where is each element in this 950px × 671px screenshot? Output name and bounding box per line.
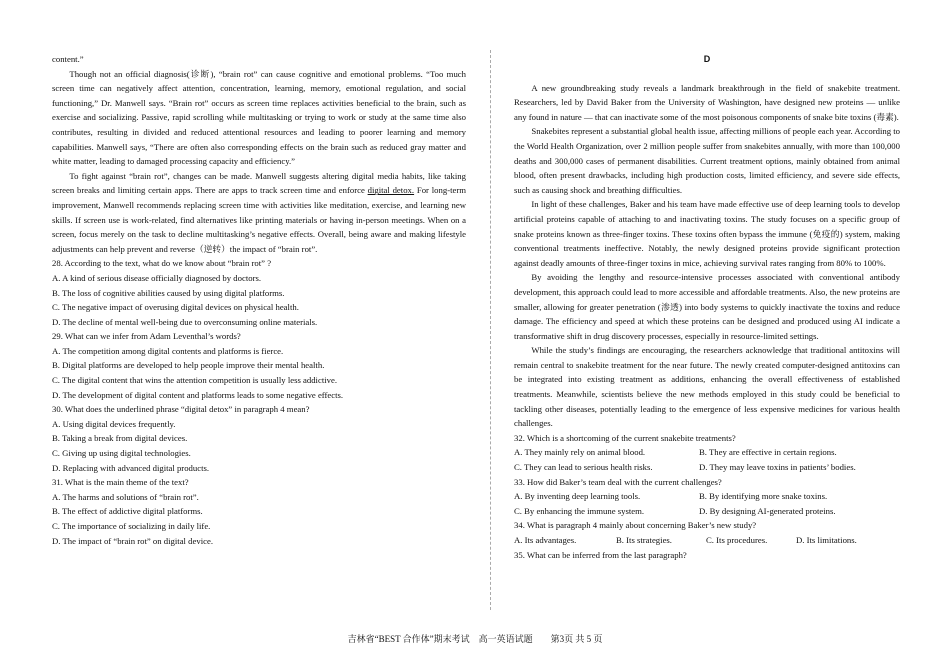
paragraph: By avoiding the lengthy and resource-intensive processes associated with conventional antibody development, this approach could lead to more accessible and affordable treatments. Also, the new proteins are smaller, allowing for greater penetration (渗透) into body systems to quickly inactivate the toxins and reduce damage. The efficiency and speed at which these proteins can be designed and produced using AI indicate a transformative shift in drug discovery processes, especially in resource-limited settings. (514, 272, 900, 341)
right-column (514, 52, 900, 562)
question-35: 35. What can be inferred from the last paragraph? (514, 549, 687, 560)
paragraph: A new groundbreaking study reveals a landmark breakthrough in the field of snakebite treatment. Researchers, led by David Baker from the University of Washington, have designed new proteins — unlike any found in nature — that can inactivate some of the most poisonous components of snake bite toxins (毒素). (514, 82, 900, 122)
option-row (514, 504, 900, 519)
page-footer: 吉林省“BEST 合作体”期末考试 高一英语试题 第3页 共 5 页 (347, 634, 603, 644)
option: A. Using digital devices frequently. (52, 418, 176, 429)
question-29: 29. What can we infer from Adam Leventhal’s words? (52, 331, 241, 342)
option: A. The competition among digital contents and platforms is fierce. (52, 345, 284, 356)
left-column (52, 52, 466, 548)
paragraph: content.” (52, 54, 84, 64)
option: D. Replacing with advanced digital products. (52, 462, 210, 473)
option: C. The importance of socializing in daily life. (52, 521, 211, 531)
option: D. The development of digital content and platforms leads to some negative effects. (52, 389, 344, 400)
option-row (514, 533, 900, 548)
option: C. The negative impact of overusing digital devices on physical health. (52, 302, 299, 313)
paragraph: Snakebites represent a substantial global health issue, affecting millions of people each year. According to the World Health Organization, over 2 million people suffer from snakebites annually, with more than 100,000 deaths and 300,000 cases of permanent disabilities. Current treatment options, mainly obtained from animal blood, often present drawbacks, including high production costs, limited efficiency, and severe side effects, such as causing shock and breathing difficulties. (514, 126, 900, 195)
question-32: 32. Which is a shortcoming of the current snakebite treatments? (514, 432, 736, 443)
option: B. The loss of cognitive abilities caused by using digital platforms. (52, 287, 285, 298)
option: D. The decline of mental well-being due to overconsuming online materials. (52, 316, 318, 327)
option: B. Its strategies. (616, 535, 672, 545)
option: A. The harms and solutions of “brain rot”. (52, 491, 199, 502)
paragraph: Though not an official diagnosis(诊断), “brain rot” can cause cognitive and emotional problems. “Too much screen time can negatively affect attention, concentration, learning, memory, emotional regulation, and social functioning,” Dr. Manwell says. “Brain rot” occurs as screen time replaces activities beneficial to the brain, such as exercise and socializing. Passive, rapid scrolling while multitasking or trying to work or study at the same time also contributes, resulting in divided and reduced attentional resources and leading to poorer learning and memory capabilities. Manwell says, “There are often also corresponding effects on the brain such as reduced gray matter and white matter, leading to damaged processing capacity and efficiency.” (52, 68, 466, 167)
option-row (514, 445, 900, 460)
passage-title: D (703, 54, 711, 64)
paragraph: While the study’s findings are encouraging, the researchers acknowledge that traditional antitoxins will remain central to snakebite treatment for the near future. The newly created computer-designed antitoxins can be integrated into existing treatment as additions, enhancing the overall effectiveness of established treatments. Meanwhile, scientists believe the new methods employed in this study could be beneficial to tackling other diseases, potentially leading to the emergence of less expensive medicines for various health challenges. (514, 345, 900, 429)
option: D. They may leave toxins in patients’ bodies. (699, 462, 856, 473)
option: C. By enhancing the immune system. (514, 505, 645, 516)
underlined-phrase: digital detox. (367, 185, 415, 196)
option: A. A kind of serious disease officially diagnosed by doctors. (52, 272, 262, 283)
option: B. They are effective in certain regions. (699, 447, 837, 458)
question-33: 33. How did Baker’s team deal with the current challenges? (514, 476, 722, 487)
paragraph (52, 169, 466, 257)
option: C. Its procedures. (706, 535, 768, 545)
option: D. By designing AI-generated proteins. (699, 505, 836, 516)
option: A. By inventing deep learning tools. (514, 491, 641, 502)
option: C. Giving up using digital technologies. (52, 448, 191, 459)
text-run: For long-term improvement, Manwell recommends replacing screen time with activities like meditation, exercise, and learning new skills. If screen use is work-related, find alternatives like printing materials or having in-person meetings. When on a screen, focus merely on the task to decline multitasking’s negative effects. Overall, being aware and making lifestyle adjustments can help prevent and reverse（逆转）the impact of “brain rot”. (52, 185, 467, 254)
option: A. Its advantages. (514, 535, 577, 545)
paragraph: In light of these challenges, Baker and his team have made effective use of deep learning tools to develop artificial proteins capable of attaching to and inactivating toxins. The study focuses on a specific group of snake proteins known as three-finger toxins. These toxins often bypass the immune (免疫的) system, making conventional treatments ineffective. Notably, the newly designed proteins provide significant protection against deadly amounts of three-finger toxins in mice, achieving survival rates ranging from 80% to 100%. (514, 199, 900, 268)
option: A. They mainly rely on animal blood. (514, 447, 646, 458)
text-run: To fight against “brain rot”, changes can be made. Manwell suggests altering digital media habits, like taking screen breaks and limiting certain apps. There are apps to track screen time and enforce (52, 170, 466, 196)
question-28: 28. According to the text, what do we know about “brain rot” ? (52, 258, 272, 269)
question-30: 30. What does the underlined phrase “digital detox” in paragraph 4 mean? (52, 404, 310, 415)
option-row (514, 489, 900, 504)
question-31: 31. What is the main theme of the text? (52, 477, 189, 488)
option: B. The effect of addictive digital platforms. (52, 506, 203, 517)
option: C. They can lead to serious health risks. (514, 462, 653, 473)
option: B. By identifying more snake toxins. (699, 491, 828, 502)
option: B. Digital platforms are developed to help people improve their mental health. (52, 360, 325, 371)
option: C. The digital content that wins the attention competition is usually less addictive. (52, 375, 338, 386)
option: D. Its limitations. (796, 535, 857, 545)
option-row (514, 460, 900, 475)
question-34: 34. What is paragraph 4 mainly about concerning Baker’s new study? (514, 520, 757, 531)
column-divider (490, 50, 491, 610)
option: D. The impact of “brain rot” on digital device. (52, 535, 213, 546)
option: B. Taking a break from digital devices. (52, 433, 188, 444)
